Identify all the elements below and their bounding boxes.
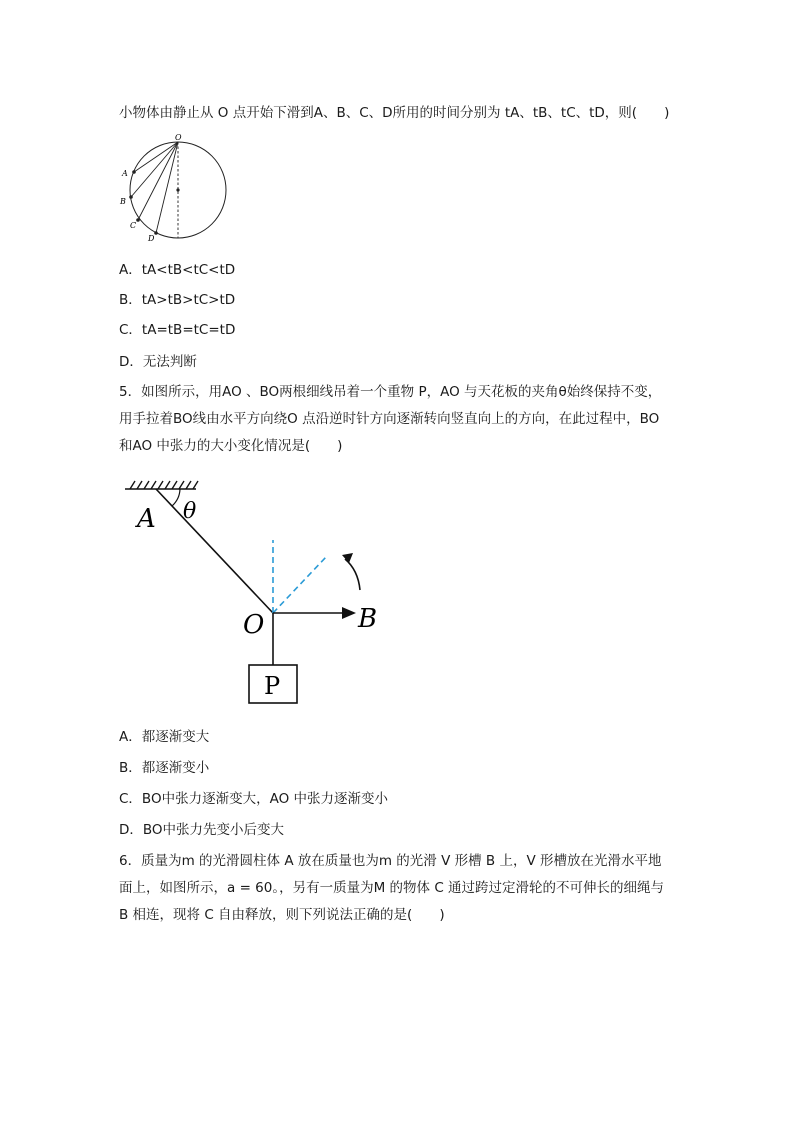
q5-label-o: O	[243, 610, 265, 640]
q6-stem-line-1: 6．质量为m 的光滑圆柱体 A 放在质量也为m 的光滑 V 形槽 B 上，V 形槽放在光滑水平地	[119, 853, 662, 869]
q4-label-d: D	[148, 234, 155, 243]
q4-option-b: B．tA>tB>tC>tD	[119, 292, 236, 308]
q5-option-c: C．BO中张力逐渐变大，AO 中张力逐渐变小	[119, 791, 388, 807]
q5-stem-line-1: 5．如图所示，用AO 、BO两根细线吊着一个重物 P，AO 与天花板的夹角θ始终保持不变，	[119, 384, 662, 400]
q4-label-a: A	[122, 169, 128, 178]
q5-tension-figure	[110, 470, 410, 720]
q4-circle-figure	[110, 130, 240, 248]
q5-option-d: D．BO中张力先变小后变大	[119, 822, 285, 838]
q5-stem-line-3: 和AO 中张力的大小变化情况是( )	[119, 438, 343, 454]
q5-stem-line-2: 用手拉着BO线由水平方向绕O 点沿逆时针方向逐渐转向竖直向上的方向，在此过程中，BO	[119, 411, 660, 427]
q5-label-theta: θ	[183, 499, 197, 524]
q4-label-o: O	[175, 133, 182, 142]
q6-stem-line-2: 面上，如图所示，a = 60。，另有一质量为M 的物体 C 通过跨过定滑轮的不可伸长的细绳与	[119, 880, 665, 896]
q5-label-p: P	[264, 672, 281, 700]
q5-label-b: B	[358, 604, 378, 634]
q4-label-c: C	[130, 221, 137, 230]
q5-option-a: A．都逐渐变大	[119, 729, 210, 745]
q5-option-b: B．都逐渐变小	[119, 760, 210, 776]
q4-option-d: D．无法判断	[119, 354, 197, 370]
q5-label-a: A	[137, 504, 156, 534]
q4-stem: 小物体由静止从 O 点开始下滑到A、B、C、D所用的时间分别为 tA、tB、tC、tD，则( )	[119, 105, 670, 121]
q6-stem-line-3: B 相连，现将 C 自由释放，则下列说法正确的是( )	[119, 907, 445, 923]
q4-option-c: C．tA=tB=tC=tD	[119, 322, 236, 338]
q4-option-a: A．tA<tB<tC<tD	[119, 262, 236, 278]
q4-label-b: B	[120, 197, 126, 206]
